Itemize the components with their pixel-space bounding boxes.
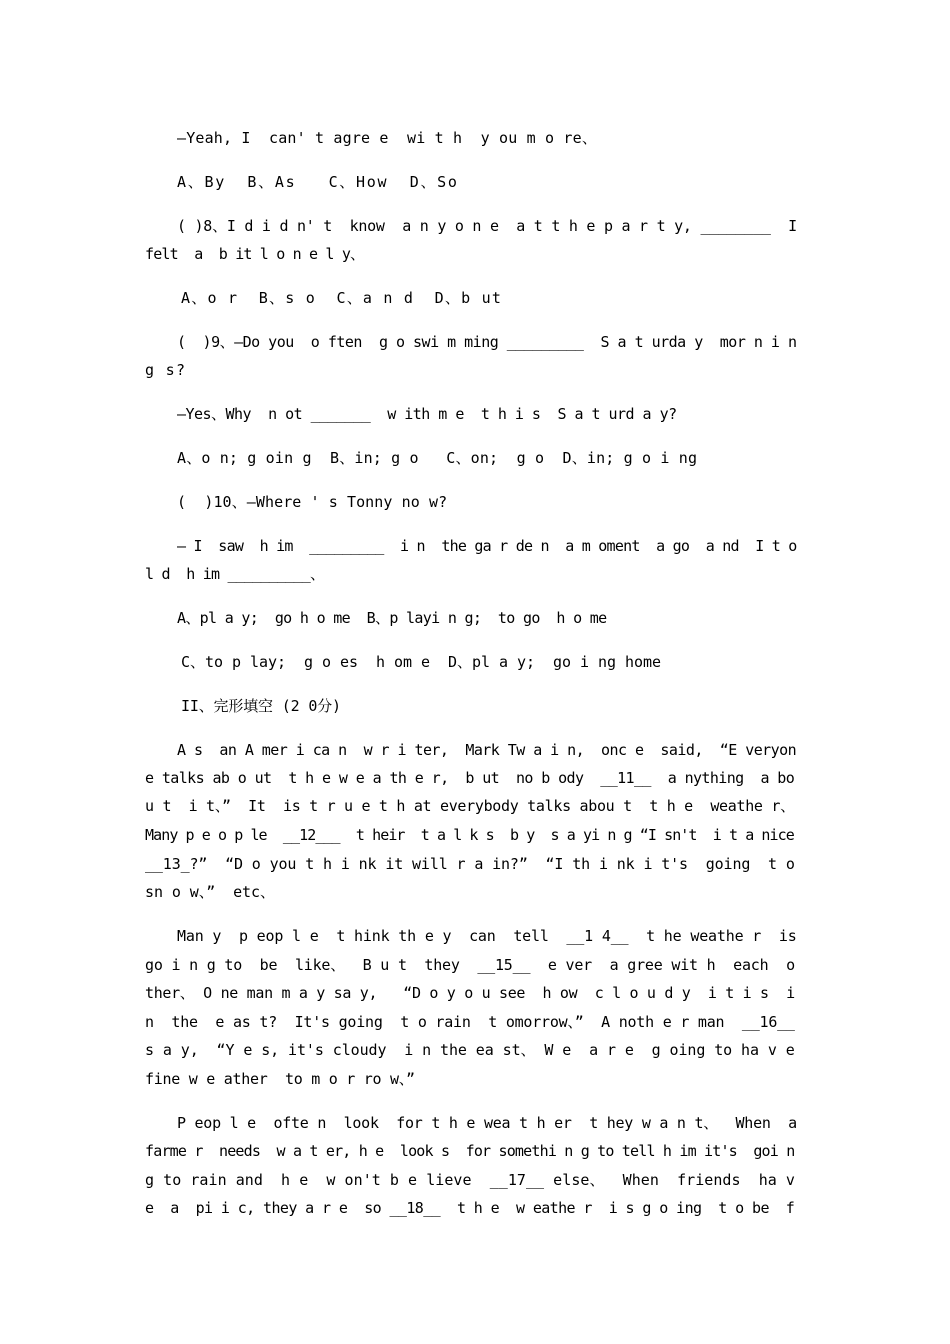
text-line: Many p e o p le __12___ t heir t a l k s b y s a yi n g “I sn't i t a nice	[145, 826, 794, 844]
text-line: A、o r B、s o C、a n d D、b ut	[181, 289, 503, 307]
text-line: sn o w、” etc、	[145, 883, 275, 901]
text-line: Man y p eop l e t hink th e y can tell __1 4__ t he weathe r is	[177, 927, 797, 945]
text-line: ther、 O ne man m a y sa y, “D o y o u see h ow c l o u d y i t i s i	[145, 984, 795, 1002]
text-line: s a y, “Y e s, it's cloudy i n the ea st、 W e a r e g oing to ha v e	[145, 1041, 795, 1059]
text-line: A、pl a y; go h o me B、p layi n g; to go h o me	[177, 609, 607, 627]
text-line: C、to p lay; g o es h om e D、pl a y; go i ng home	[181, 653, 661, 671]
text-line: ( )9、—Do you o ften g o swi m ming _________ S a t urda y mor n i n	[177, 333, 797, 351]
text-line: l d h im __________、	[145, 565, 325, 583]
text-line: e a pi i c, they a r e so __18__ t h e w eathe r i s g o ing t o be f	[145, 1199, 795, 1217]
text-line: g s?	[145, 361, 187, 379]
text-line: ( )10、—Where ' s Tonny no w?	[177, 493, 448, 511]
text-line: A、By B、As C、How D、So	[177, 173, 459, 191]
text-line: ( )8、I d i d n' t know a n y o n e a t t h e p a r t y, ________ I	[177, 217, 797, 235]
text-line: P eop l e ofte n look for t h e wea t h er t hey w a n t、 When a	[177, 1114, 797, 1132]
text-line: A s an A mer i ca n w r i ter, Mark Tw a i n, onc e said, “E veryon	[177, 741, 797, 759]
text-line: g to rain and h e w on't b e lieve __17__ else、 When friends ha v	[145, 1171, 795, 1189]
text-line: — I saw h im _________ i n the ga r de n a m oment a go a nd I t o	[177, 537, 797, 555]
text-line: fine w e ather to m o r ro w、”	[145, 1070, 415, 1088]
text-line: farme r needs w a t er, h e look s for somethi n g to tell h im it's goi n	[145, 1142, 795, 1160]
text-line: n the e as t? It's going t o rain t omorrow、” A noth e r man __16__	[145, 1013, 795, 1031]
text-line: __13_?” “D o you t h i nk it will r a in?” “I th i nk i t's going t o	[145, 855, 795, 873]
text-line: A、o n; g oin g B、in; g o C、on; g o D、in; g o i ng	[177, 449, 698, 467]
text-line: felt a b it l o n e l y、	[145, 245, 365, 263]
text-line: go i n g to be like、 B u t they __15__ e ver a gree wit h each o	[145, 956, 795, 974]
text-line: e talks ab o ut t h e w e a th e r, b ut no b ody __11__ a nything a bo	[145, 769, 795, 787]
section-heading: II、完形填空 (2 0分)	[181, 697, 341, 715]
text-line: —Yeah, I can' t agre e wi t h y ou m o re、	[177, 129, 598, 147]
text-line: —Yes、Why n ot _______ w ith m e t h i s S a t urd a y?	[177, 405, 677, 423]
text-line: u t i t、” It is t r u e t h at everybody talks abou t t h e weathe r、	[145, 797, 795, 815]
